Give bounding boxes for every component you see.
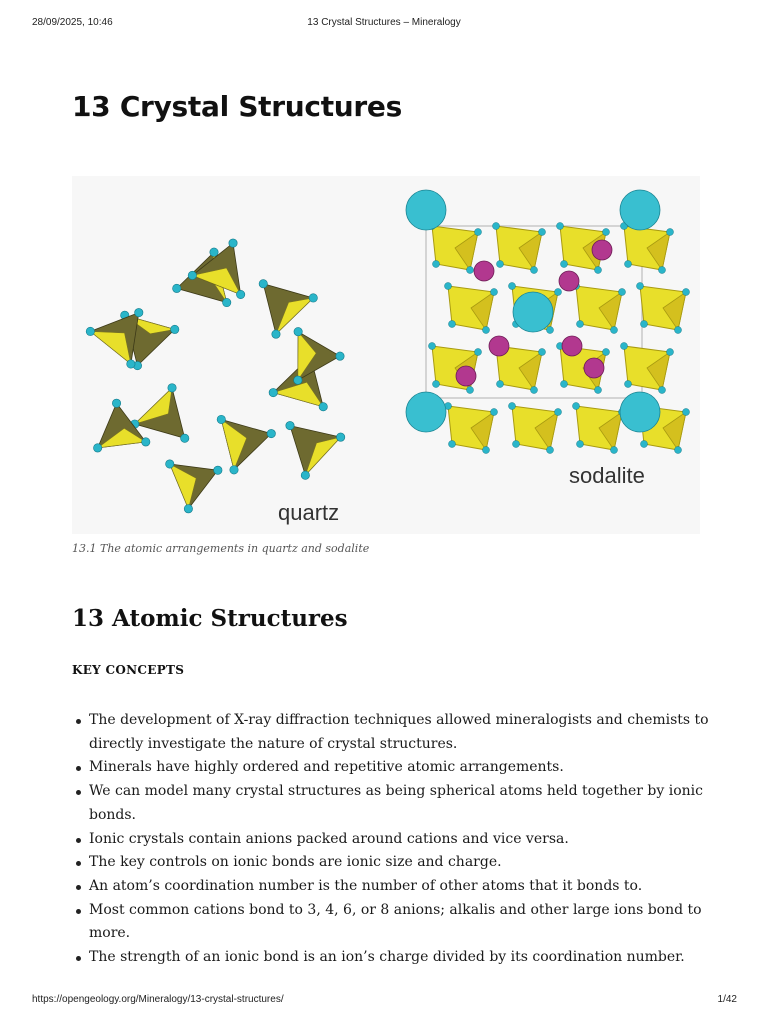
oxygen-atom (611, 327, 618, 334)
oxygen-atom (483, 447, 490, 454)
page-title: 13 Crystal Structures (72, 90, 402, 123)
oxygen-atom (509, 283, 516, 290)
oxygen-atom (188, 271, 196, 279)
oxygen-atom (173, 284, 181, 292)
oxygen-atom (236, 290, 244, 298)
oxygen-atom (336, 352, 344, 360)
figure-caption: 13.1 The atomic arrangements in quartz and sodalite (72, 542, 370, 555)
oxygen-atom (259, 280, 267, 288)
oxygen-atom (539, 229, 546, 236)
sodium-atom (584, 358, 604, 378)
oxygen-atom (531, 267, 538, 274)
oxygen-atom (272, 330, 280, 338)
tetrahedron-face (90, 331, 131, 364)
key-concepts-heading: KEY CONCEPTS (72, 663, 185, 677)
quartz-label: quartz (278, 500, 340, 525)
sodalite-structure-illustration (406, 190, 690, 454)
oxygen-atom (294, 376, 302, 384)
sodium-atom (474, 261, 494, 281)
chlorine-atom (406, 190, 446, 230)
oxygen-atom (168, 384, 176, 392)
print-datetime: 28/09/2025, 10:46 (32, 17, 113, 28)
oxygen-atom (675, 327, 682, 334)
list-item: The key controls on ionic bonds are ionic size and charge. (89, 851, 709, 875)
oxygen-atom (611, 447, 618, 454)
oxygen-atom (112, 399, 120, 407)
oxygen-atom (429, 343, 436, 350)
list-item: We can model many crystal structures as being spherical atoms held together by ionic bonds. (89, 780, 709, 827)
oxygen-atom (86, 327, 94, 335)
oxygen-atom (557, 223, 564, 230)
oxygen-atom (267, 429, 275, 437)
oxygen-atom (449, 441, 456, 448)
oxygen-atom (93, 444, 101, 452)
oxygen-atom (210, 248, 218, 256)
oxygen-atom (230, 466, 238, 474)
oxygen-atom (603, 349, 610, 356)
oxygen-atom (531, 387, 538, 394)
oxygen-atom (433, 261, 440, 268)
oxygen-atom (294, 327, 302, 335)
sodium-atom (559, 271, 579, 291)
key-concepts-list (89, 709, 709, 970)
oxygen-atom (184, 505, 192, 513)
oxygen-atom (319, 403, 327, 411)
list-item: Minerals have highly ordered and repetitive atomic arrangements. (89, 756, 709, 780)
oxygen-atom (491, 409, 498, 416)
oxygen-atom (603, 229, 610, 236)
sodium-atom (592, 240, 612, 260)
oxygen-atom (166, 460, 174, 468)
oxygen-atom (214, 466, 222, 474)
chlorine-atom (620, 392, 660, 432)
crystal-structures-figure (72, 176, 700, 534)
section-title: 13 Atomic Structures (72, 605, 348, 632)
oxygen-atom (577, 321, 584, 328)
list-item: The strength of an ionic bond is an ion’s charge divided by its coordination number. (89, 946, 709, 970)
chlorine-atom (406, 392, 446, 432)
oxygen-atom (621, 343, 628, 350)
oxygen-atom (555, 289, 562, 296)
oxygen-atom (135, 308, 143, 316)
oxygen-atom (667, 349, 674, 356)
quartz-structure-illustration (86, 239, 345, 513)
chlorine-atom (620, 190, 660, 230)
chlorine-atom (513, 292, 553, 332)
oxygen-atom (595, 387, 602, 394)
oxygen-atom (561, 261, 568, 268)
list-item: Most common cations bond to 3, 4, 6, or 8 anions; alkalis and other large ions bond to more. (89, 899, 709, 946)
oxygen-atom (513, 441, 520, 448)
oxygen-atom (497, 381, 504, 388)
oxygen-atom (467, 387, 474, 394)
oxygen-atom (491, 289, 498, 296)
oxygen-atom (433, 381, 440, 388)
sodium-atom (562, 336, 582, 356)
oxygen-atom (667, 229, 674, 236)
oxygen-atom (127, 360, 135, 368)
oxygen-atom (475, 229, 482, 236)
oxygen-atom (171, 325, 179, 333)
oxygen-atom (493, 223, 500, 230)
sodalite-label: sodalite (569, 463, 645, 488)
oxygen-atom (539, 349, 546, 356)
oxygen-atom (641, 441, 648, 448)
oxygen-atom (181, 434, 189, 442)
oxygen-atom (301, 471, 309, 479)
oxygen-atom (223, 298, 231, 306)
oxygen-atom (269, 388, 277, 396)
oxygen-atom (336, 433, 344, 441)
oxygen-atom (561, 381, 568, 388)
oxygen-atom (445, 283, 452, 290)
sodium-atom (456, 366, 476, 386)
oxygen-atom (475, 349, 482, 356)
page-url: https://opengeology.org/Mineralogy/13-crystal-structures/ (32, 994, 284, 1005)
sodium-atom (489, 336, 509, 356)
oxygen-atom (683, 289, 690, 296)
oxygen-atom (497, 261, 504, 268)
oxygen-atom (659, 267, 666, 274)
print-document-title: 13 Crystal Structures – Mineralogy (307, 17, 461, 28)
oxygen-atom (659, 387, 666, 394)
list-item: An atom’s coordination number is the number of other atoms that it bonds to. (89, 875, 709, 899)
oxygen-atom (625, 261, 632, 268)
oxygen-atom (142, 438, 150, 446)
oxygen-atom (547, 327, 554, 334)
oxygen-atom (637, 283, 644, 290)
oxygen-atom (555, 409, 562, 416)
oxygen-atom (509, 403, 516, 410)
page-number: 1/42 (717, 994, 737, 1005)
list-item: Ionic crystals contain anions packed around cations and vice versa. (89, 828, 709, 852)
oxygen-atom (483, 327, 490, 334)
oxygen-atom (641, 321, 648, 328)
oxygen-atom (229, 239, 237, 247)
oxygen-atom (619, 289, 626, 296)
oxygen-atom (286, 421, 294, 429)
oxygen-atom (547, 447, 554, 454)
oxygen-atom (683, 409, 690, 416)
oxygen-atom (573, 403, 580, 410)
list-item: The development of X-ray diffraction techniques allowed mineralogists and chemists to directly investigate the nature of crystal structures. (89, 709, 709, 756)
oxygen-atom (577, 441, 584, 448)
oxygen-atom (595, 267, 602, 274)
oxygen-atom (625, 381, 632, 388)
oxygen-atom (217, 415, 225, 423)
oxygen-atom (467, 267, 474, 274)
oxygen-atom (449, 321, 456, 328)
oxygen-atom (309, 294, 317, 302)
oxygen-atom (675, 447, 682, 454)
